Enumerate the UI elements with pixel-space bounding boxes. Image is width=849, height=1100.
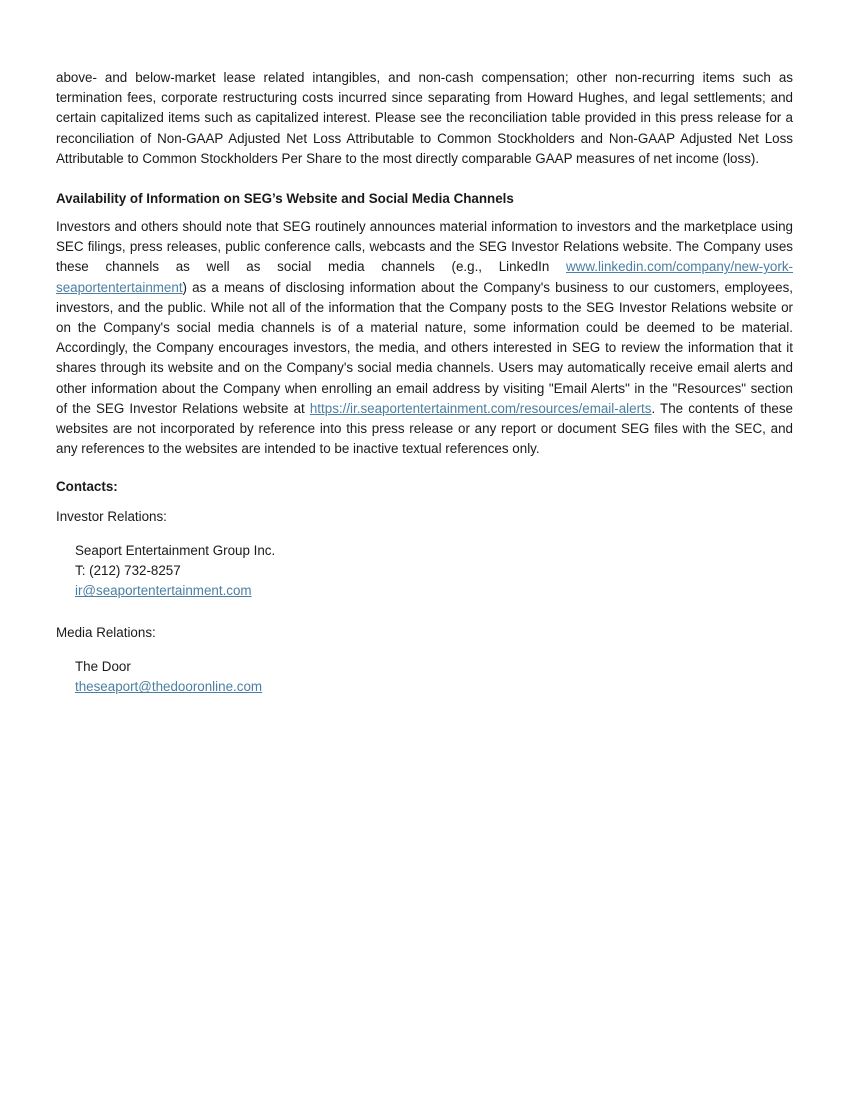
linkedin-link[interactable]: www.linkedin.com/company/new-york-seaportentertainment bbox=[56, 259, 793, 295]
availability-paragraph bbox=[56, 217, 793, 459]
availability-text-part3: . The contents of these websites are not incorporated by reference into this press release or any report or document SEG files with the SEC, and any references to the websites are intended to be inactive textual references only. bbox=[56, 400, 793, 457]
media-relations-label: Media Relations: bbox=[56, 625, 156, 641]
email-alerts-link[interactable]: https://ir.seaportentertainment.com/resources/email-alerts bbox=[309, 400, 652, 416]
availability-text-part2: ) as a means of disclosing information about the Company's business to our customers, employees, investors, and the public. While not all of the information that the Company posts to the SEG Investor Relations website or on the Company's social media channels is of a material nature, some information could be deemed to be material. Accordingly, the Company encourages investors, the media, and others interested in SEG to review the information that it shares through its website and on the Company's social media channels. Users may automatically receive email alerts and other information about the Company when enrolling an email address by visiting "Email Alerts" in the "Resources" section of the SEG Investor Relations website at bbox=[56, 279, 793, 416]
media-relations-contact bbox=[75, 657, 793, 697]
media-relations-email-link[interactable]: theseaport@thedooronline.com bbox=[75, 679, 263, 695]
investor-relations-email-link[interactable]: ir@seaportentertainment.com bbox=[75, 583, 252, 599]
contacts-heading: Contacts: bbox=[56, 479, 118, 495]
investor-relations-phone: T: (212) 732-8257 bbox=[75, 563, 181, 579]
intro-paragraph: above- and below-market lease related intangibles, and non-cash compensation; other non-recurring items such as termination fees, corporate restructuring costs incurred since separating from Howard Hughes, and legal settlements; and certain capitalized items such as capitalized interest. Please see the reconciliation table provided in this press release for a reconciliation of Non-GAAP Adjusted Net Loss Attributable to Common Stockholders and Non-GAAP Adjusted Net Loss Attributable to Common Stockholders Per Share to the most directly comparable GAAP measures of net income (loss). bbox=[56, 70, 793, 166]
investor-relations-label: Investor Relations: bbox=[56, 509, 167, 525]
media-relations-company: The Door bbox=[75, 659, 131, 675]
investor-relations-company: Seaport Entertainment Group Inc. bbox=[75, 543, 276, 559]
investor-relations-contact bbox=[75, 541, 793, 601]
availability-text-part1: Investors and others should note that SEG routinely announces material information to investors and the marketplace using SEC filings, press releases, public conference calls, webcasts and the SEG Investor Relations website. The Company uses these channels as well as social media channels (e.g., LinkedIn bbox=[56, 219, 793, 275]
availability-heading: Availability of Information on SEG’s Website and Social Media Channels bbox=[56, 191, 514, 207]
document-page bbox=[56, 68, 793, 719]
